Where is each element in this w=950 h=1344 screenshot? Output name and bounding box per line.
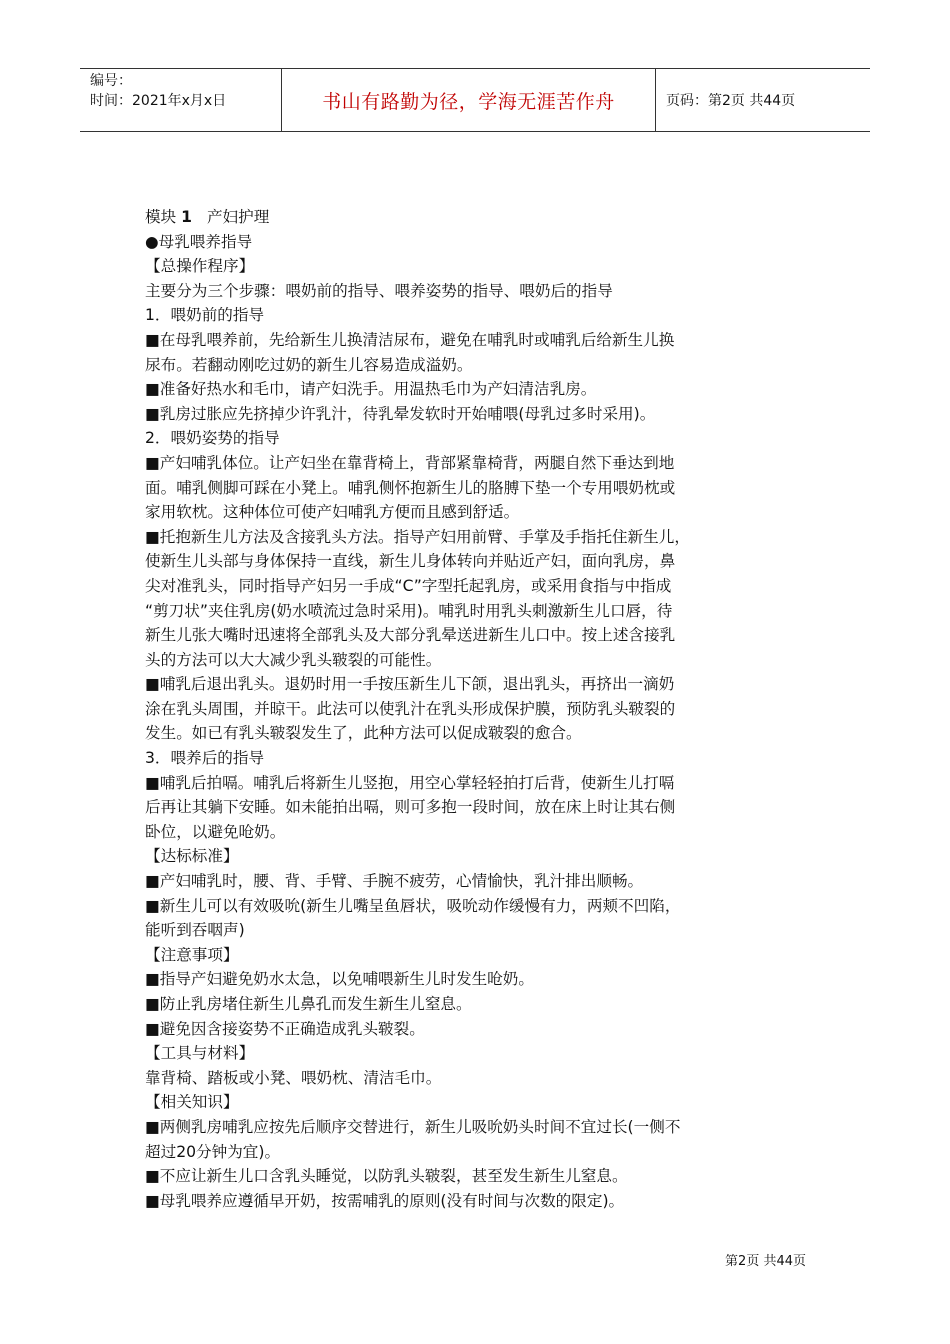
text-line: 【工具与材料】 — [145, 1044, 255, 1063]
text-line: ■产妇哺乳时，腰、背、手臂、手腕不疲劳，心情愉快，乳汁排出顺畅。 — [145, 872, 644, 891]
text-line: 家用软枕。这种体位可使产妇哺乳方便而且感到舒适。 — [145, 503, 520, 522]
text-line: ■指导产妇避免奶水太急，以免哺喂新生儿时发生呛奶。 — [145, 970, 534, 989]
text-line: ●母乳喂养指导 — [145, 232, 253, 251]
text-line: 使新生儿头部与身体保持一直线，新生儿身体转向并贴近产妇，面向乳房，鼻 — [145, 552, 676, 571]
date-label: 时间：2021年x月x日 — [90, 93, 227, 109]
text-line: ■防止乳房堵住新生儿鼻孔而发生新生儿窒息。 — [145, 995, 472, 1013]
text-line: ■两侧乳房哺乳应按先后顺序交替进行，新生儿吸吮奶头时间不宜过长(一侧不 — [145, 1117, 681, 1136]
text-line: ■母乳喂养应遵循早开奶，按需哺乳的原则(没有时间与次数的限定)。 — [145, 1191, 625, 1210]
text-line: 涂在乳头周围，并晾干。此法可以使乳汁在乳头形成保护膜，预防乳头皲裂的 — [145, 699, 676, 718]
text-line: 超过20分钟为宜)。 — [145, 1142, 281, 1161]
module-number: 1 — [181, 208, 193, 226]
text-line: ■乳房过胀应先挤掉少许乳汁，待乳晕发软时开始哺喂(母乳过多时采用)。 — [145, 404, 656, 423]
text-line: ■产妇哺乳体位。让产妇坐在靠背椅上，背部紧靠椅背，两腿自然下垂达到地 — [145, 453, 675, 472]
module-heading — [145, 205, 825, 230]
text-line: 【达标标准】 — [145, 847, 239, 866]
module-label: 模块 — [145, 208, 177, 226]
text-line: 3．喂养后的指导 — [145, 749, 265, 768]
text-line: ■避免因含接姿势不正确造成乳头皲裂。 — [145, 1019, 425, 1038]
text-line: 卧位，以避免呛奶。 — [145, 822, 286, 841]
page-footer: 第2页 共44页 — [725, 1254, 806, 1269]
text-line: 2．喂奶姿势的指导 — [145, 429, 280, 448]
text-line: ■托抱新生儿方法及含接乳头方法。指导产妇用前臂、手掌及手指托住新生儿， — [145, 527, 690, 546]
document-lines — [145, 230, 825, 1214]
text-line: ■哺乳后拍嗝。哺乳后将新生儿竖抱，用空心掌轻轻拍打后背，使新生儿打嗝 — [145, 773, 675, 792]
text-line: ■新生儿可以有效吸吮(新生儿嘴呈鱼唇状，吸吮动作缓慢有力，两颊不凹陷， — [145, 896, 681, 915]
header-page-info: 页码：第2页 共44页 — [666, 93, 796, 109]
text-line: 尿布。若翻动刚吃过奶的新生儿容易造成溢奶。 — [145, 355, 473, 374]
text-line: ■不应让新生儿口含乳头睡觉，以防乳头皲裂，甚至发生新生儿窒息。 — [145, 1167, 628, 1186]
text-line: 【总操作程序】 — [145, 257, 255, 276]
page-header — [80, 68, 870, 132]
text-line: 面。哺乳侧脚可踩在小凳上。哺乳侧怀抱新生儿的胳膊下垫一个专用喂奶枕或 — [145, 478, 676, 497]
text-line: ■在母乳喂养前，先给新生儿换清洁尿布，避免在哺乳时或哺乳后给新生儿换 — [145, 330, 675, 349]
text-line: ■哺乳后退出乳头。退奶时用一手按压新生儿下颌，退出乳头，再挤出一滴奶 — [145, 675, 675, 694]
header-divider — [655, 69, 656, 131]
text-line: 能听到吞咽声) — [145, 921, 245, 940]
text-line: 新生儿张大嘴时迅速将全部乳头及大部分乳晕送进新生儿口中。按上述含接乳 — [145, 626, 676, 645]
text-line: 尖对准乳头，同时指导产妇另一手成“C”字型托起乳房，或采用食指与中指成 — [145, 576, 672, 595]
text-line: ■准备好热水和毛巾，请产妇洗手。用温热毛巾为产妇清洁乳房。 — [145, 380, 597, 399]
text-line: 后再让其躺下安睡。如未能拍出嗝，则可多抱一段时间，放在床上时让其右侧 — [145, 798, 676, 817]
module-title: 产妇护理 — [206, 208, 270, 226]
header-motto: 书山有路勤为径，学海无涯苦作舟 — [322, 90, 615, 113]
text-line: 靠背椅、踏板或小凳、喂奶枕、清洁毛巾。 — [145, 1068, 442, 1087]
text-line: 【相关知识】 — [145, 1093, 239, 1112]
text-line: 1．喂奶前的指导 — [145, 306, 265, 325]
text-line: 【注意事项】 — [145, 945, 239, 964]
text-line: “剪刀状”夹住乳房(奶水喷流过急时采用)。哺乳时用乳头刺激新生儿口唇，待 — [145, 601, 673, 620]
document-body — [145, 205, 825, 1213]
code-label: 编号： — [90, 73, 132, 89]
text-line: 主要分为三个步骤：喂奶前的指导、喂养姿势的指导、喂奶后的指导 — [145, 281, 613, 300]
text-line: 发生。如已有乳头皲裂发生了，此种方法可以促成皲裂的愈合。 — [145, 724, 582, 743]
text-line: 头的方法可以大大减少乳头皲裂的可能性。 — [145, 650, 442, 669]
